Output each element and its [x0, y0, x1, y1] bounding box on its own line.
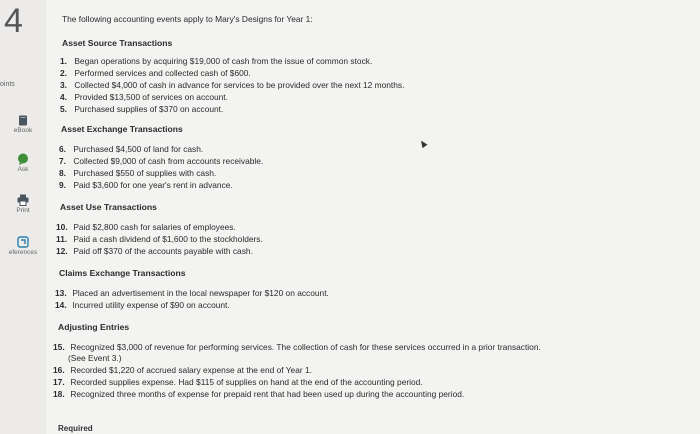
- mouse-cursor-icon: [419, 139, 428, 148]
- list-item: 4. Provided $13,500 of services on account.: [60, 92, 228, 102]
- list-item: 13. Placed an advertisement in the local newspaper for $120 on account.: [55, 288, 329, 298]
- list-item: 3. Collected $4,000 of cash in advance for services to be provided over the next 12 months.: [60, 80, 405, 90]
- section-title-asset-source: Asset Source Transactions: [62, 38, 173, 48]
- ebook-button[interactable]: [0, 115, 46, 134]
- list-item: 5. Purchased supplies of $370 on account.: [60, 104, 224, 114]
- section-title-adjusting-entries: Adjusting Entries: [58, 322, 130, 332]
- section-title-asset-exchange: Asset Exchange Transactions: [61, 124, 183, 134]
- ebook-label: eBook: [13, 127, 33, 134]
- list-item: 15. Recognized $3,000 of revenue for performing services. The collection of cash for these services occurred in a prior transaction.: [53, 342, 541, 352]
- list-item-subtext: (See Event 3.): [68, 353, 122, 363]
- list-item: 12. Paid off $370 of the accounts payable with cash.: [56, 246, 253, 256]
- list-item: 11. Paid a cash dividend of $1,600 to the stockholders.: [56, 234, 263, 244]
- print-button[interactable]: [0, 194, 46, 214]
- list-item: 14. Incurred utility expense of $90 on account.: [55, 300, 230, 310]
- section-title-asset-use: Asset Use Transactions: [60, 202, 157, 212]
- list-item: 2. Performed services and collected cash of $600.: [60, 68, 251, 78]
- list-item: 17. Recorded supplies expense. Had $115 of supplies on hand at the end of the accounting period.: [53, 377, 423, 387]
- question-number: 4: [4, 2, 23, 40]
- required-heading: Required: [58, 424, 93, 433]
- list-item: 8. Purchased $550 of supplies with cash.: [59, 168, 217, 178]
- points-label: oints: [0, 81, 15, 88]
- left-sidebar: [0, 0, 46, 434]
- list-item: 1. Began operations by acquiring $19,000 of cash from the issue of common stock.: [60, 56, 373, 66]
- ask-label: Ask: [17, 166, 29, 173]
- print-label: Print: [16, 207, 30, 214]
- list-item: 18. Recognized three months of expense for prepaid rent that had been used up during the accounting period.: [53, 389, 465, 399]
- list-item: 6. Purchased $4,500 of land for cash.: [59, 144, 204, 154]
- list-item: 16. Recorded $1,220 of accrued salary expense at the end of Year 1.: [53, 365, 312, 375]
- printer-icon: [17, 194, 29, 206]
- list-item: 7. Collected $9,000 of cash from accounts receivable.: [59, 156, 264, 166]
- intro-text: The following accounting events apply to Mary's Designs for Year 1:: [62, 14, 313, 24]
- references-button[interactable]: [0, 236, 46, 256]
- chat-bubble-icon: [17, 153, 29, 165]
- list-item: 10. Paid $2,800 cash for salaries of employees.: [56, 222, 236, 232]
- references-label: eferences: [8, 249, 38, 256]
- references-icon: [17, 236, 29, 248]
- ask-button[interactable]: [0, 153, 46, 173]
- book-icon: [18, 115, 28, 126]
- section-title-claims-exchange: Claims Exchange Transactions: [59, 268, 186, 278]
- list-item: 9. Paid $3,600 for one year's rent in advance.: [59, 180, 233, 190]
